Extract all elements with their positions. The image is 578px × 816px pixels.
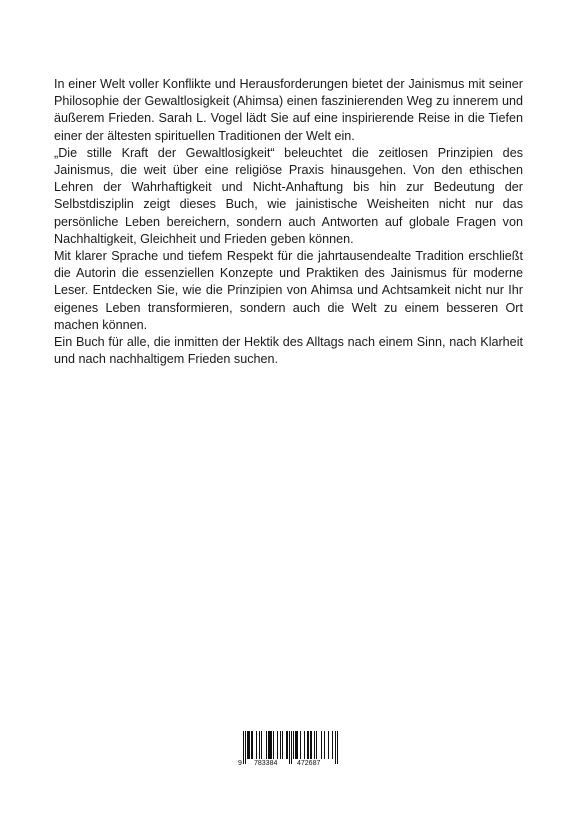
- blurb-paragraph-4: Ein Buch für alle, die inmitten der Hektik des Alltags nach einem Sinn, nach Klarheit und nach nachhaltigem Frieden suchen.: [54, 335, 523, 367]
- barcode-bar: [304, 731, 305, 759]
- barcode-bar: [308, 731, 309, 759]
- barcode-bar: [310, 731, 311, 759]
- barcode-bar: [248, 731, 249, 759]
- barcode-bar: [316, 731, 317, 759]
- barcode-bar: [332, 731, 333, 759]
- barcode-bar: [269, 731, 270, 759]
- barcode-bar: [273, 731, 274, 759]
- barcode-bar: [314, 731, 315, 759]
- blurb-paragraph-3: Mit klarer Sprache und tiefem Respekt für die jahrtausendealte Tradition erschließt die Autorin die essenziellen Konzepte und Praktiken des Jainismus für moderne Leser. Entdecken Sie, wie die Prinzipien von Ahimsa und Achtsamkeit nicht nur Ihr eigenes Leben transformieren, sondern auch die Welt zu einem besseren Ort machen können.: [54, 249, 523, 332]
- barcode-bar: [300, 731, 301, 759]
- barcode-bar: [280, 731, 281, 759]
- barcode-bar: [286, 731, 287, 759]
- barcode-bar: [291, 731, 292, 764]
- barcode-bar: [243, 731, 244, 764]
- barcode-bar: [247, 731, 248, 759]
- barcode-first-digit: 9: [238, 760, 242, 767]
- barcode-bar: [256, 731, 257, 759]
- barcode-bar: [266, 731, 267, 759]
- barcode-left-digits: 783384: [254, 760, 278, 767]
- barcode-bar: [282, 731, 283, 759]
- barcode-bar: [277, 731, 278, 759]
- barcode-bar: [337, 731, 338, 764]
- barcode-bar: [296, 731, 297, 759]
- barcode-bar: [324, 731, 325, 759]
- barcode-bar: [321, 731, 322, 759]
- barcode-bar: [307, 731, 308, 759]
- barcode-bar: [335, 731, 336, 764]
- barcode-bar: [259, 731, 260, 759]
- barcode-bar: [268, 731, 269, 759]
- barcode-bar: [293, 731, 294, 759]
- barcode-bars: [236, 731, 340, 771]
- barcode-right-digits: 472687: [297, 760, 321, 767]
- isbn-barcode: [236, 731, 340, 771]
- barcode-bar: [287, 731, 288, 759]
- barcode-bar: [328, 731, 329, 759]
- barcode-bar: [295, 731, 296, 759]
- barcode-bar: [311, 731, 312, 759]
- barcode-bar: [261, 731, 262, 759]
- barcode-bar: [289, 731, 290, 764]
- barcode-bar: [245, 731, 246, 764]
- back-cover-blurb: [54, 76, 523, 368]
- barcode-bar: [249, 731, 250, 759]
- barcode-bar: [297, 731, 298, 759]
- blurb-paragraph-1: In einer Welt voller Konflikte und Herausforderungen bietet der Jainismus mit seiner Philosophie der Gewaltlosigkeit (Ahimsa) einen faszinierenden Weg zu innerem und äußerem Frieden. Sarah L. Vogel lädt Sie auf eine inspirierende Reise in die Tiefen einer der ältesten spirituellen Traditionen der Welt ein.: [54, 77, 523, 143]
- barcode-bar: [251, 731, 252, 759]
- barcode-bar: [270, 731, 271, 759]
- barcode-bar: [252, 731, 253, 759]
- blurb-paragraph-2: „Die stille Kraft der Gewaltlosigkeit“ beleuchtet die zeitlosen Prinzipien des Jainismus, die weit über eine religiöse Praxis hinausgehen. Von den ethischen Lehren der Wahrhaftigkeit und Nicht-Anhaftung bis hin zur Bedeutung der Selbstdisziplin zeigt dieses Buch, wie jainistische Weisheiten nicht nur das persönliche Leben bereichern, sondern auch Antworten auf globale Fragen von Nachhaltigkeit, Gleichheit und Frieden geben können.: [54, 145, 523, 246]
- barcode-bar: [271, 731, 272, 759]
